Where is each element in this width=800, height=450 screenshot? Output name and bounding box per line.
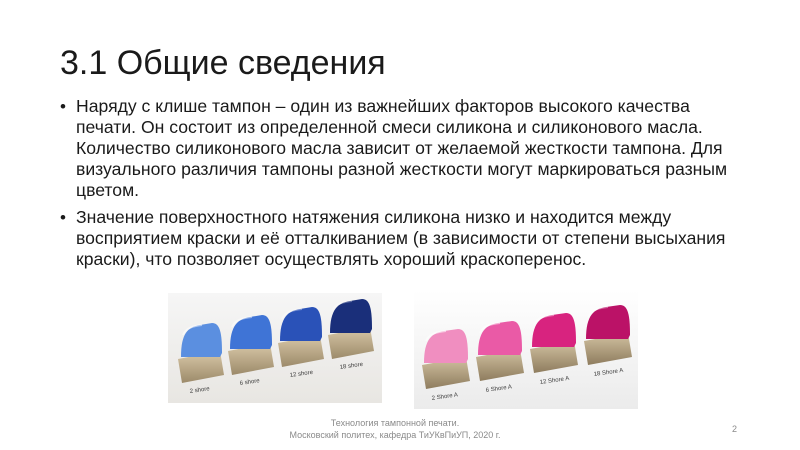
slide-title: 3.1 Общие сведения bbox=[60, 44, 386, 82]
bullet-text: Наряду с клише тампон – один из важнейших факторов высокого качества печати. Он состоит из определенной смеси силикона и силиконового масла. Количество силиконового масла зависит от желаемой жесткости тампона. Для визуального различия тампоны разной жесткости могут маркироваться разным цветом. bbox=[76, 96, 728, 200]
slide-footer bbox=[240, 417, 550, 441]
bullet-item bbox=[60, 207, 750, 270]
pad-label: 2 Shore A bbox=[431, 392, 459, 402]
pad-label: 12 shore bbox=[289, 369, 314, 379]
pad-label: 2 shore bbox=[189, 386, 211, 395]
pad-label: 18 Shore A bbox=[593, 367, 624, 378]
pink-pads-photo bbox=[414, 291, 638, 409]
page-number: 2 bbox=[732, 424, 738, 434]
bullet-list bbox=[60, 96, 750, 276]
bullet-item bbox=[60, 96, 750, 201]
pad-label: 6 Shore A bbox=[485, 384, 513, 394]
bullet-marker: • bbox=[60, 208, 66, 227]
blue-pads-photo bbox=[168, 293, 382, 403]
bullet-marker: • bbox=[60, 97, 66, 116]
pad-label: 6 shore bbox=[239, 378, 261, 387]
bullet-text: Значение поверхностного натяжения силикона низко и находится между восприятием краски и её отталкиванием (в зависимости от степени высыхания краски), что позволяет осуществлять хороший краскоперенос. bbox=[76, 207, 726, 269]
footer-line-1: Технология тампонной печати. bbox=[330, 418, 460, 428]
footer-line-2: Московский политех, кафедра ТиУКвПиУП, 2020 г. bbox=[289, 430, 501, 440]
pad-label: 12 Shore A bbox=[539, 375, 570, 386]
pad-label: 18 shore bbox=[339, 361, 364, 371]
